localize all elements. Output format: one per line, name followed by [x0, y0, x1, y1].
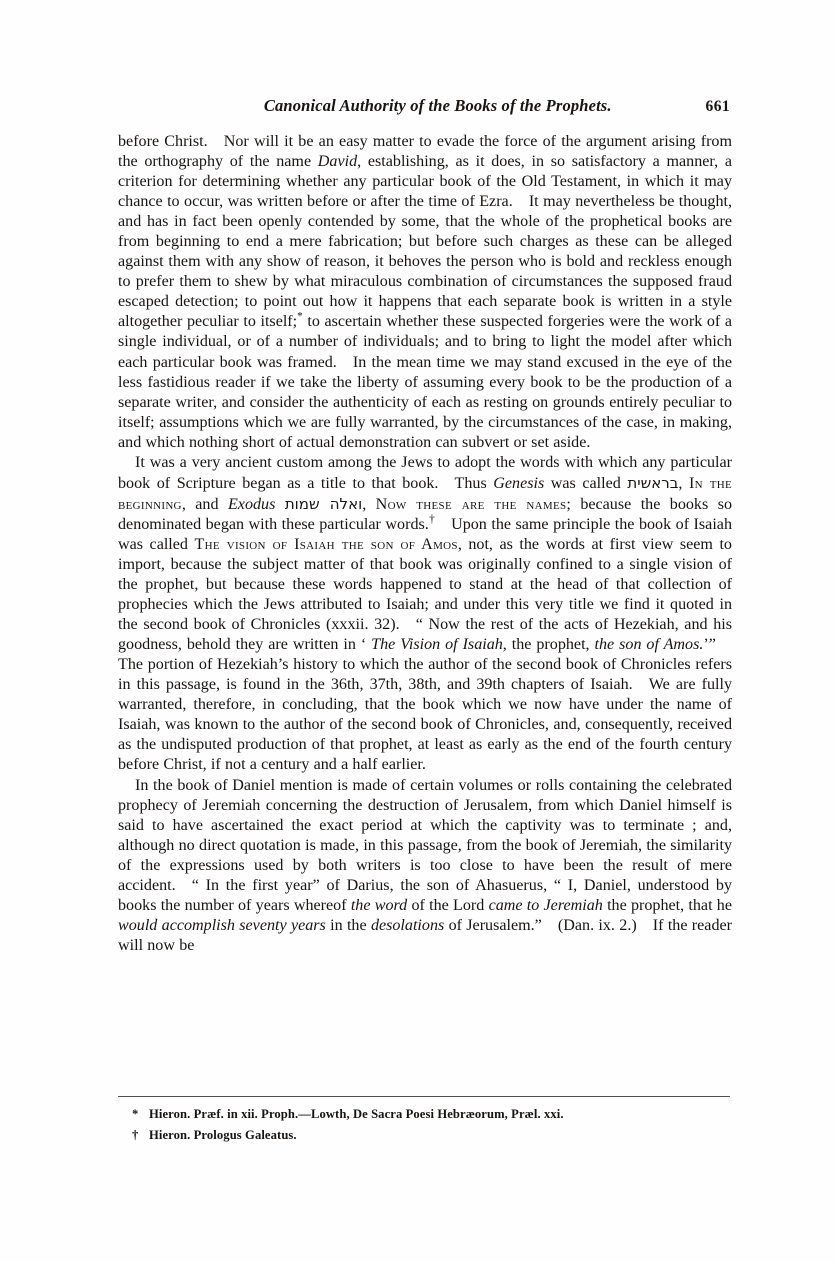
emphasised-text: desolations [370, 916, 445, 934]
emphasised-text: the son of Amos. [594, 636, 704, 654]
footnote-reference-mark: † [428, 513, 435, 526]
emphasised-text: Exodus [227, 495, 276, 513]
emphasised-text: came to Jeremiah [488, 896, 603, 914]
hebrew-text: ואלה שמות [284, 494, 363, 513]
emphasised-text: David [317, 153, 358, 171]
body-paragraph: In the book of Daniel mention is made of certain volumes or rolls containing the celebrated prophecy of Jeremiah concerning the destruction of Jerusalem, from which Daniel himself is said to have ascertained the exact period at which the captivity was to terminate ; and, although no direct quotation is made, in this passage, from the book of Jeremiah, the similarity of the expressions used by both writers is too close to have been the result of mere accident. “ In the first year” of Darius, the son of Ahasuerus, “ I, Daniel, understood by books the number of years whereof the word of the Lord came to Jeremiah the prophet, that he would accomplish seventy years in the desolations of Jerusalem.” (Dan. ix. 2.) If the reader will now be [118, 776, 732, 954]
body-paragraph: before Christ. Nor will it be an easy matter to evade the force of the argument arising from the orthography of the name David, establishing, as it does, in so satisfactory a manner, a criterion for determining whether any particular book of the Old Testament, in which it may chance to occur, was written before or after the time of Ezra. It may nevertheless be thought, and has in fact been openly contended by some, that the whole of the prophetical books are from beginning to end a mere fabrication; but before such charges as these can be alleged against them with any show of reason, it behoves the person who is bold and reckless enough to prefer them to shew by what miraculous combination of circumstances the supposed fraud escaped detection; to point out how it happens that each separate book is written in a style altogether peculiar to itself;* to ascertain whether these suspected forgeries were the work of a single individual, or of a number of individuals; and to bring to light the model after which each particular book was framed. In the mean time we may stand excused in the eye of the less fastidious reader if we take the liberty of assuming every book to be the production of a separate writer, and consider the authenticity of each as resting on grounds entirely peculiar to itself; assumptions which we are fully warranted, by the circumstances of the case, in making, and which nothing short of actual demonstration can subvert or set aside. [118, 133, 732, 451]
small-caps-text: In the beginning [118, 474, 732, 513]
footnote-entry [132, 1127, 732, 1145]
running-head [118, 96, 730, 120]
running-head-title: Canonical Authority of the Books of the Prophets. [263, 96, 612, 115]
small-caps-text: Now these are the names [375, 495, 567, 513]
emphasised-text: the word [350, 896, 408, 914]
small-caps-text: The vision of Isaiah the son of Amos [194, 535, 458, 553]
body-paragraph: It was a very ancient custom among the Jews to adopt the words with which any particular book of Scripture began as a title to that book. Thus Genesis was called בראשית, In the beginning, and Exodus ואלה שמות, Now these are the names; because the books so denominated began with these particular words.† Upon the same principle the book of Isaiah was called The vision of Isaiah the son of Amos, not, as the words at first view seem to import, because the subject matter of that book was originally confined to a single vision of the prophet, but because these words happened to stand at the head of that collection of prophecies which the Jews attributed to Isaiah; and under this very title we find it quoted in the second book of Chronicles (xxxii. 32). “ Now the rest of the acts of Hezekiah, and his goodness, behold they are written in ‘ The Vision of Isaiah, the prophet, the son of Amos.’” The portion of Hezekiah’s history to which the author of the second book of Chronicles refers in this passage, is found in the 36th, 37th, 38th, and 39th chapters of Isaiah. We are fully warranted, therefore, in concluding, that the book which we now have under the name of Isaiah, was known to the author of the second book of Chronicles, and, consequently, received as the undisputed production of that prophet, at least as early as the end of the fourth century before Christ, if not a century and a half earlier. [118, 453, 732, 774]
page-number: 661 [705, 98, 730, 115]
footnote-mark: * [132, 1107, 139, 1121]
emphasised-text: would accomplish seventy years [118, 916, 326, 934]
footnote-separator-rule [118, 1096, 730, 1097]
hebrew-text: בראשית [627, 473, 679, 492]
footnote-text: Hieron. Præf. in xii. Proph.—Lowth, De Sacra Poesi Hebræorum, Præl. xxi. [149, 1107, 564, 1121]
footnote-block [132, 1106, 732, 1147]
emphasised-text: The Vision of Isaiah, [371, 636, 507, 654]
footnote-entry [132, 1106, 732, 1124]
emphasised-text: Genesis [493, 474, 545, 492]
body-text-column [118, 132, 732, 956]
footnote-text: Hieron. Prologus Galeatus. [149, 1127, 297, 1142]
footnote-mark: † [132, 1127, 139, 1142]
footnote-reference-mark: * [297, 311, 303, 324]
